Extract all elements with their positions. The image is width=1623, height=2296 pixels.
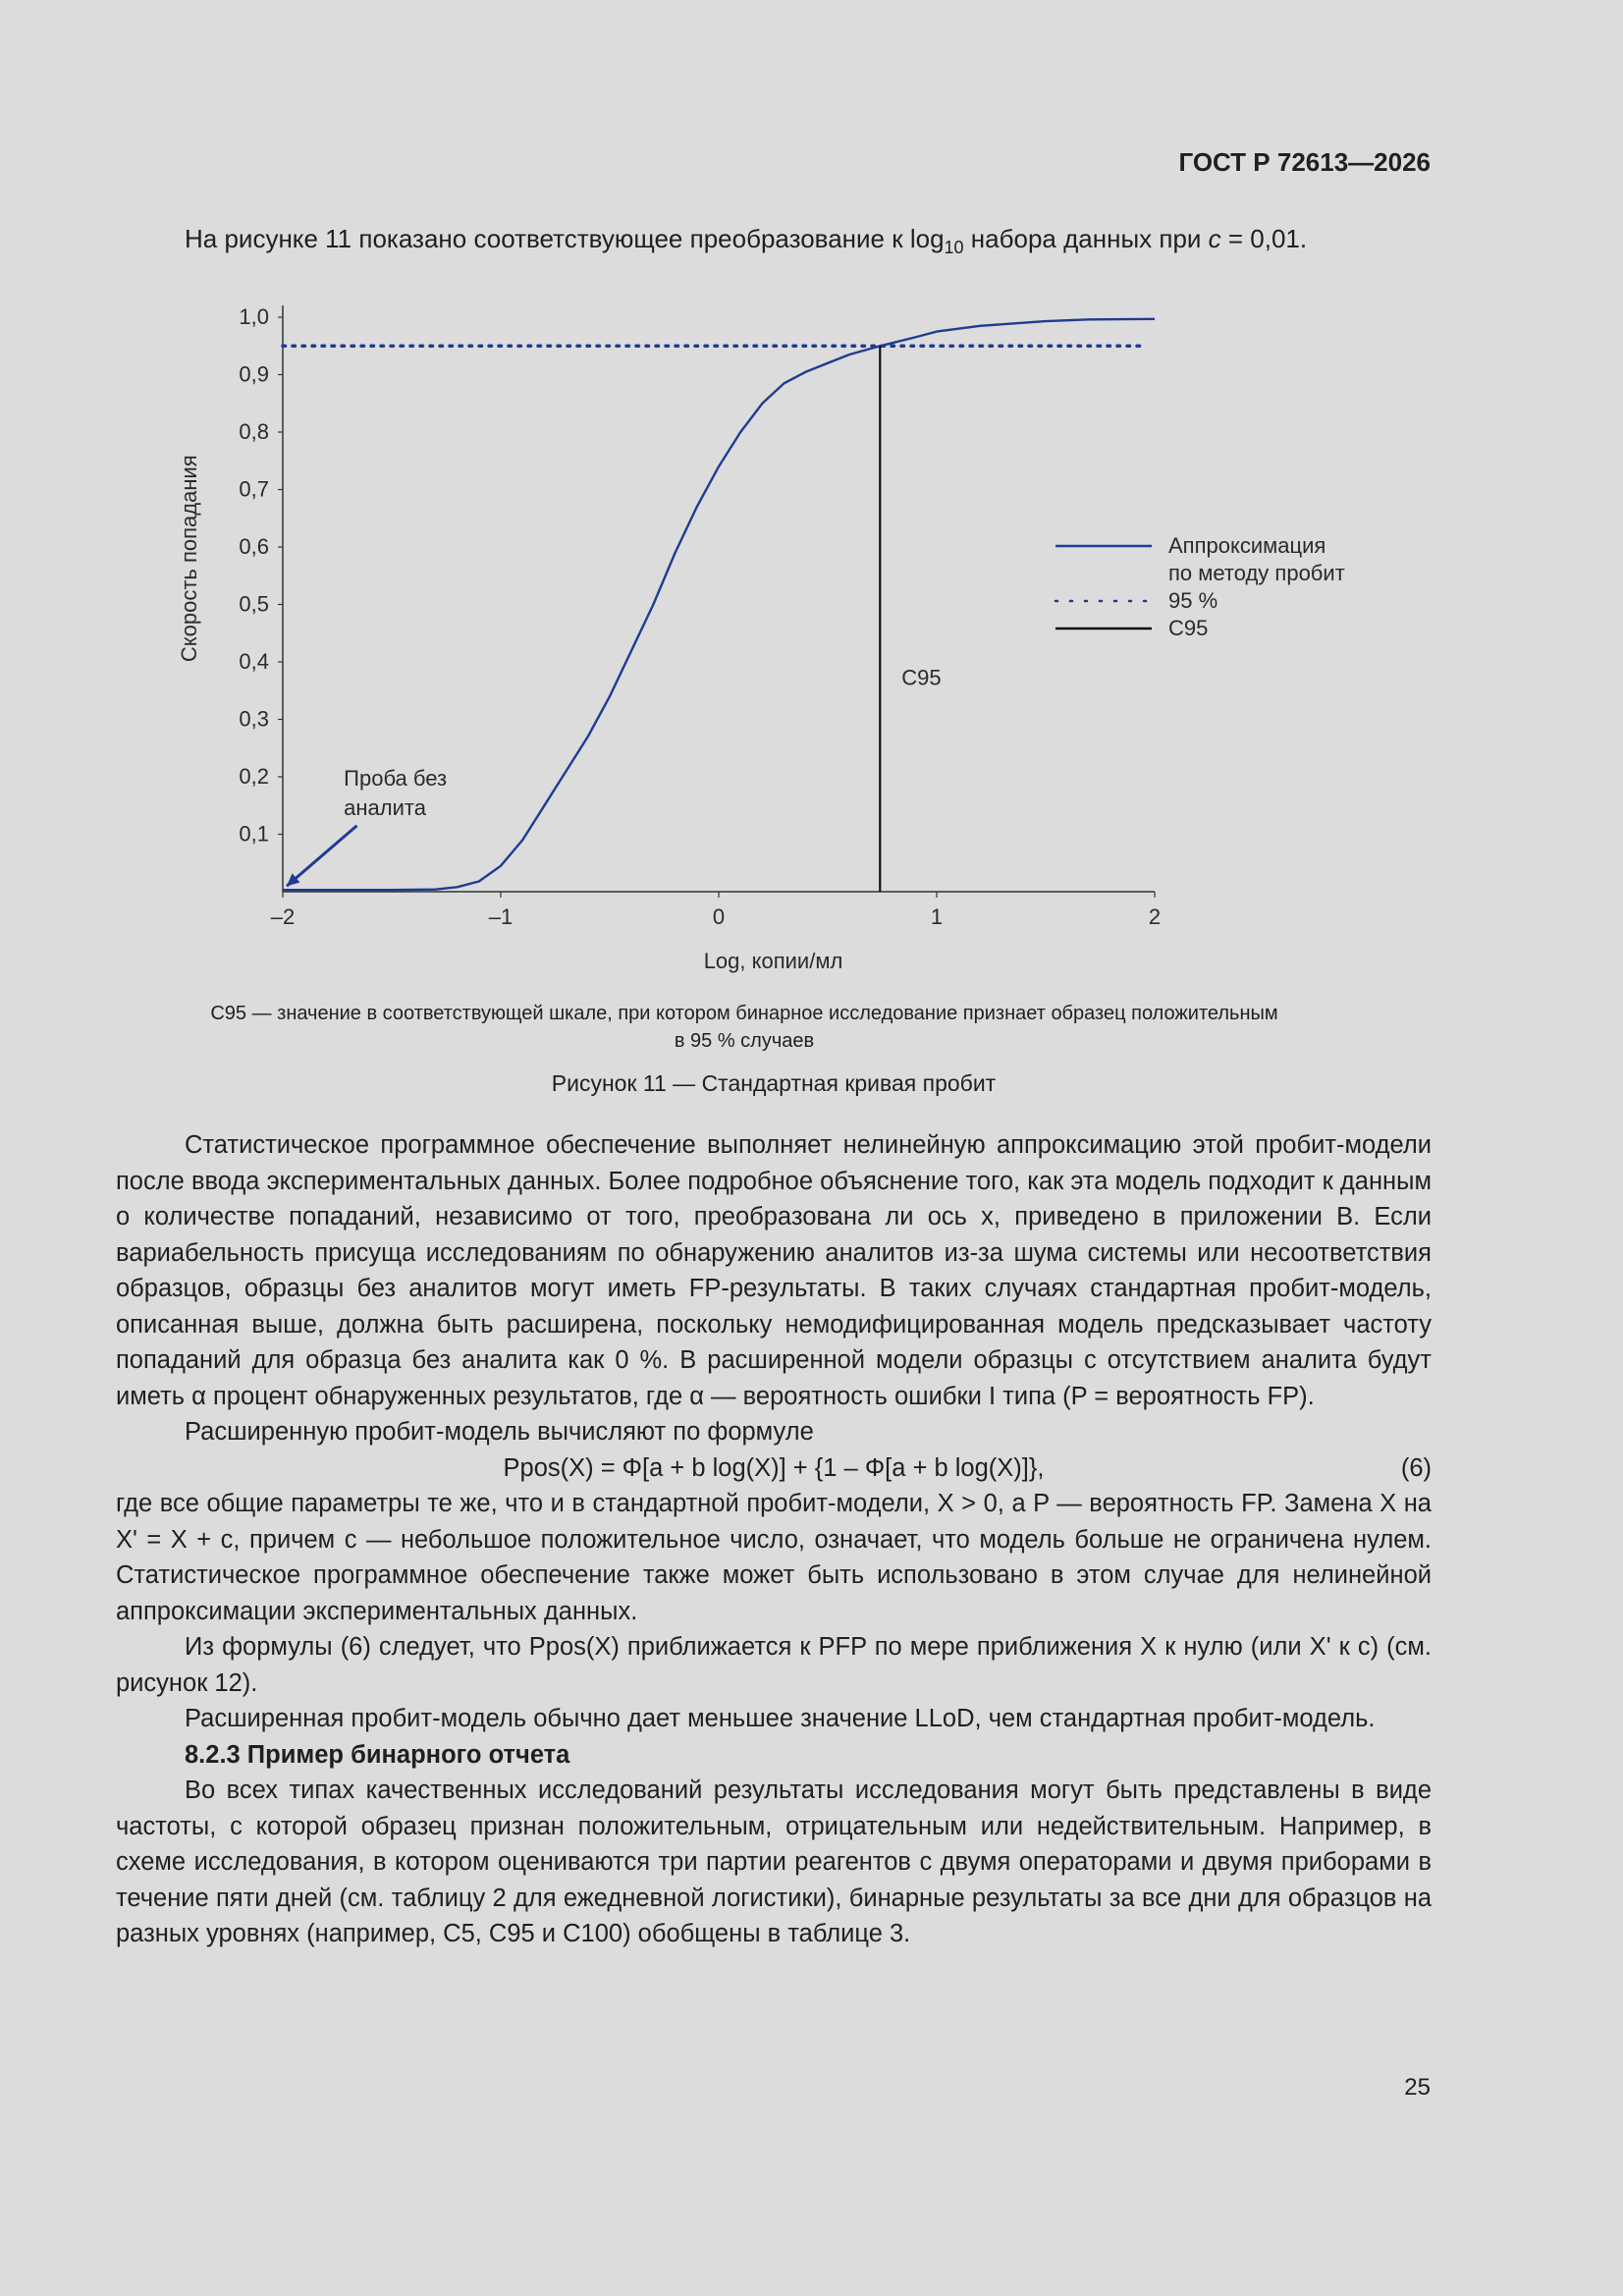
x-axis-label: Log, копии/мл: [703, 949, 843, 973]
y-axis-label: Скорость попадания: [177, 455, 201, 663]
y-tick-label: 0,1: [239, 821, 269, 847]
x-tick-label: 2: [1148, 904, 1162, 929]
intro-variable: c: [1208, 224, 1221, 253]
intro-text-1: На рисунке 11 показано соответствующее преобразование к log: [185, 224, 945, 253]
document-code: ГОСТ Р 72613—2026: [1178, 147, 1431, 177]
paragraph-2: Расширенную пробит-модель вычисляют по формуле: [185, 1418, 814, 1446]
figure-note: [116, 1000, 1373, 1055]
figure-title: Рисунок 11 — Стандартная кривая пробит: [551, 1070, 997, 1096]
paragraph-6: Во всех типах качественных исследований результаты исследования могут быть представлены в виде частоты, с которой образец признан положительным, отрицательным или недействительным. Например, в схеме исследования, в котором оцениваются три партии реагентов с двумя операторами и двумя приборами в течение пяти дней (см. таблицу 2 для ежедневной логистики), бинарные результаты за все дни для образцов на разных уровнях (например, C5, C95 и C100) обобщены в таблице 3.: [116, 1777, 1432, 1947]
x-tick-label: –1: [488, 904, 514, 929]
formula-6: [116, 1450, 1432, 1487]
y-tick-label: 0,6: [239, 534, 269, 559]
intro-sentence: [185, 224, 1307, 258]
no-analyte-annotation-line: аналита: [344, 794, 426, 820]
formula-expression: Ppos(X) = Φ[a + b log(X)] + {1 – Φ[a + b log(X)]},: [503, 1453, 1045, 1482]
y-tick-label: 0,3: [239, 706, 269, 732]
section-heading: 8.2.3 Пример бинарного отчета: [185, 1740, 570, 1769]
x-tick-label: 0: [712, 904, 726, 929]
intro-subscript: 10: [944, 238, 964, 258]
y-tick-label: 1,0: [239, 304, 269, 329]
annotation-arrow-shaft: [287, 826, 356, 887]
legend-label-3: C95: [1168, 616, 1209, 640]
formula-number: (6): [1400, 1453, 1432, 1482]
y-tick-label: 0,7: [239, 476, 269, 502]
probit-chart-svg: [157, 290, 1394, 992]
paragraph-1: Статистическое программное обеспечение выполняет нелинейную аппроксимацию этой пробит-модели после ввода экспериментальных данных. Более подробное объяснение того, как эта модель подходит к данным о количестве попаданий, независимо от того, преобразована ли ось x, приведено в приложении B. Если вариабельность присуща исследованиям по обнаружению аналитов из-за шума системы или несоответствия образцов, образцы без аналитов могут иметь FP-результаты. В таких случаях стандартная пробит-модель, описанная выше, должна быть расширена, поскольку немодифицированная модель предсказывает частоту попаданий для образца без аналита как 0 %. В расширенной модели образцы с отсутствием аналита будут иметь α процент обнаруженных результатов, где α — вероятность ошибки I типа (P = вероятность FP).: [116, 1131, 1432, 1410]
x-tick-label: 1: [930, 904, 944, 929]
y-tick-label: 0,9: [239, 361, 269, 387]
y-tick-label: 0,4: [239, 649, 269, 674]
intro-text-3: = 0,01.: [1220, 224, 1308, 253]
page-number: 25: [1404, 2074, 1431, 2101]
y-tick-label: 0,2: [239, 764, 269, 789]
figure-note-line-2: в 95 % случаев: [674, 1030, 815, 1052]
legend-label-2: 95 %: [1168, 588, 1218, 613]
legend-label-1: по методу пробит: [1168, 561, 1345, 585]
x-tick-label: –2: [270, 904, 296, 929]
no-analyte-annotation-line: Проба без: [344, 765, 448, 791]
probit-chart: [157, 290, 1394, 997]
paragraph-5: Расширенная пробит-модель обычно дает меньшее значение LLoD, чем стандартная пробит-модель.: [185, 1705, 1376, 1732]
intro-text-2: набора данных при: [963, 224, 1209, 253]
paragraph-3: где все общие параметры те же, что и в стандартной пробит-модели, X > 0, а P — вероятность FP. Замена X на X' = X + c, причем c — небольшое положительное число, означает, что модель больше не ограничена нулем. Статистическое программное обеспечение также может быть использовано в этом случае для нелинейной аппроксимации экспериментальных данных.: [116, 1490, 1432, 1625]
figure-note-line-1: С95 — значение в соответствующей шкале, при котором бинарное исследование признает образец положительным: [210, 1003, 1278, 1024]
paragraph-4: Из формулы (6) следует, что Ppos(X) приближается к PFP по мере приближения X к нулю (или X' к c) (см. рисунок 12).: [116, 1633, 1432, 1697]
legend-label-1: Аппроксимация: [1168, 533, 1326, 558]
body-text: [116, 1127, 1432, 1952]
c95-annotation: C95: [901, 665, 942, 690]
y-tick-label: 0,8: [239, 419, 269, 444]
y-tick-label: 0,5: [239, 591, 269, 617]
